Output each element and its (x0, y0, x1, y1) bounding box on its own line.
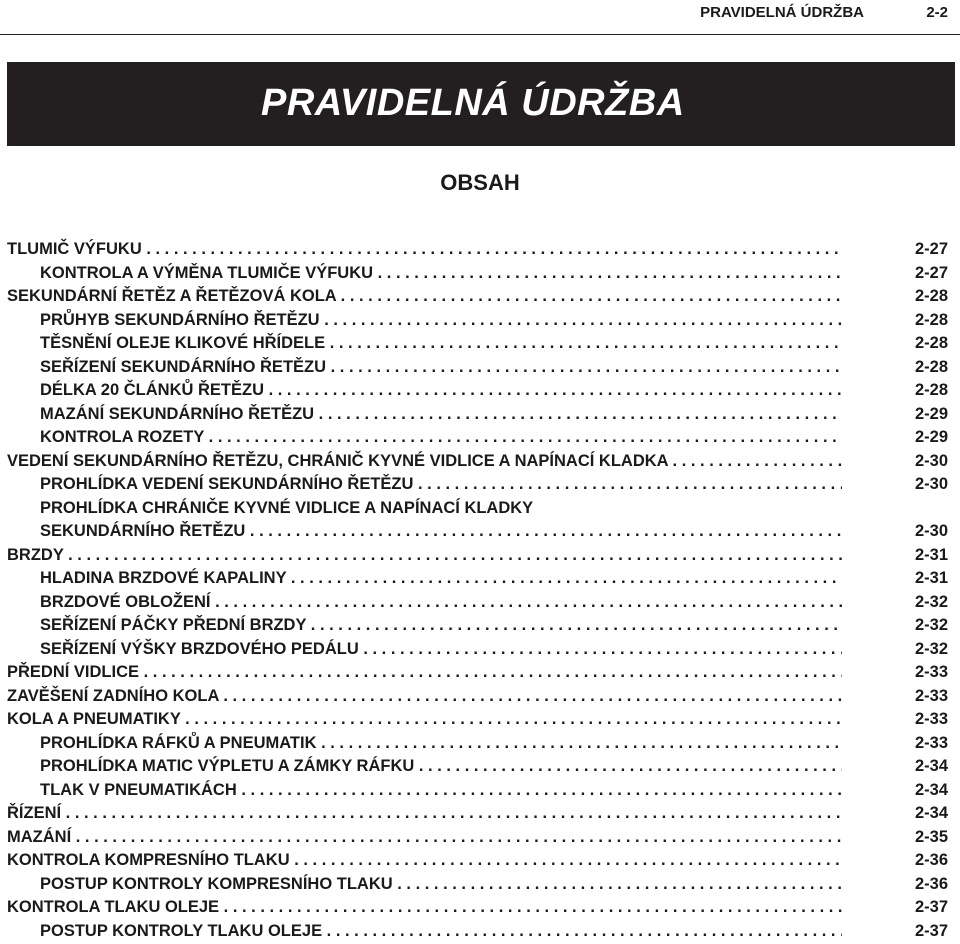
toc-entry-title: KOLA A PNEUMATIKY (7, 710, 181, 728)
toc-entry[interactable] (0, 849, 960, 873)
toc-entry-label (7, 238, 842, 262)
toc-entry-title: PROHLÍDKA RÁFKŮ A PNEUMATIK (40, 733, 317, 752)
toc-entry-page: 2-28 (914, 287, 948, 305)
toc-entry-page: 2-34 (914, 757, 948, 775)
toc-entry-page: 2-37 (914, 921, 948, 940)
toc-entry[interactable] (0, 497, 960, 521)
toc-entry-label (40, 473, 842, 497)
table-of-contents (0, 238, 960, 943)
toc-entry[interactable] (0, 661, 960, 685)
toc-entry[interactable] (0, 544, 960, 568)
toc-entry-page: 2-28 (914, 334, 948, 352)
toc-entry[interactable] (0, 403, 960, 427)
toc-entry[interactable] (0, 567, 960, 591)
toc-entry[interactable] (0, 614, 960, 638)
toc-entry-label (40, 755, 842, 779)
toc-entry-page: 2-37 (914, 898, 948, 916)
running-title: PRAVIDELNÁ ÚDRŽBA (700, 4, 864, 21)
contents-heading: OBSAH (440, 170, 520, 195)
toc-entry-label (40, 309, 842, 333)
toc-entry-page: 2-31 (914, 545, 948, 564)
toc-entry-label (7, 661, 842, 685)
toc-entry-title: ŘÍZENÍ (7, 804, 62, 822)
toc-entry-page: 2-28 (914, 310, 948, 329)
toc-entry-title: KONTROLA KOMPRESNÍHO TLAKU (7, 851, 290, 869)
toc-entry-label (40, 356, 842, 380)
toc-entry[interactable] (0, 732, 960, 756)
toc-entry[interactable] (0, 920, 960, 944)
toc-entry-title: SEKUNDÁRNÍHO ŘETĚZU (40, 522, 246, 540)
toc-entry-page: 2-33 (914, 686, 948, 705)
toc-entry-label (40, 638, 842, 662)
toc-entry-page: 2-31 (914, 569, 948, 587)
toc-entry-label (40, 779, 842, 803)
toc-entry-page: 2-30 (914, 522, 948, 540)
toc-entry-label (40, 920, 842, 944)
toc-entry-title: SEKUNDÁRNÍ ŘETĚZ A ŘETĚZOVÁ KOLA (7, 287, 337, 305)
toc-entry-title: BRZDY (7, 545, 64, 564)
toc-entry-page: 2-30 (914, 451, 948, 470)
toc-entry-page: 2-32 (914, 592, 948, 611)
toc-entry[interactable] (0, 802, 960, 826)
toc-entry-title: KONTROLA A VÝMĚNA TLUMIČE VÝFUKU (40, 263, 374, 282)
toc-entry[interactable] (0, 285, 960, 309)
toc-entry-label (7, 685, 842, 709)
toc-entry[interactable] (0, 520, 960, 544)
toc-entry-page: 2-29 (914, 404, 948, 423)
toc-entry[interactable] (0, 332, 960, 356)
toc-entry[interactable] (0, 779, 960, 803)
toc-entry[interactable] (0, 379, 960, 403)
toc-entry-title: PROHLÍDKA MATIC VÝPLETU A ZÁMKY RÁFKU (40, 757, 415, 775)
toc-entry[interactable] (0, 896, 960, 920)
toc-entry-label (7, 826, 842, 850)
toc-entry[interactable] (0, 708, 960, 732)
toc-entry[interactable] (0, 685, 960, 709)
toc-entry-label (40, 332, 842, 356)
toc-entry-title: ZAVĚŠENÍ ZADNÍHO KOLA (7, 686, 219, 705)
toc-entry-label (7, 708, 842, 732)
toc-entry-label (40, 262, 842, 286)
toc-entry-title: TLUMIČ VÝFUKU (7, 240, 142, 258)
toc-entry-label (40, 614, 842, 638)
toc-entry-label (7, 450, 842, 474)
toc-entry-label (40, 426, 842, 450)
toc-entry[interactable] (0, 873, 960, 897)
toc-entry-title: KONTROLA ROZETY (40, 428, 205, 446)
toc-entry[interactable] (0, 755, 960, 779)
toc-entry-page: 2-34 (914, 780, 948, 799)
chapter-banner (7, 62, 955, 146)
toc-entry-label (40, 403, 842, 427)
toc-entry-label (40, 497, 842, 521)
toc-entry-title: TĚSNĚNÍ OLEJE KLIKOVÉ HŘÍDELE (40, 334, 326, 352)
toc-entry-title: TLAK V PNEUMATIKÁCH (40, 780, 237, 799)
toc-entry-page: 2-32 (914, 616, 948, 634)
toc-entry-page: 2-28 (914, 381, 948, 399)
toc-entry[interactable] (0, 238, 960, 262)
toc-entry-title: POSTUP KONTROLY TLAKU OLEJE (40, 921, 323, 940)
toc-entry-page: 2-30 (914, 475, 948, 493)
toc-entry-title: MAZÁNÍ (7, 827, 72, 846)
toc-entry[interactable] (0, 591, 960, 615)
toc-entry-page: 2-27 (914, 240, 948, 258)
toc-entry-title: PŘEDNÍ VIDLICE (7, 663, 140, 681)
toc-entry-page: 2-33 (914, 710, 948, 728)
toc-entry-title: KONTROLA TLAKU OLEJE (7, 898, 220, 916)
toc-entry-title: HLADINA BRZDOVÉ KAPALINY (40, 569, 287, 587)
toc-entry-page: 2-35 (914, 827, 948, 846)
toc-entry[interactable] (0, 426, 960, 450)
toc-entry[interactable] (0, 473, 960, 497)
toc-entry-label (40, 873, 842, 897)
toc-entry-title: MAZÁNÍ SEKUNDÁRNÍHO ŘETĚZU (40, 404, 315, 423)
toc-entry-page: 2-32 (914, 639, 948, 658)
toc-entry-page: 2-27 (914, 263, 948, 282)
chapter-title: PRAVIDELNÁ ÚDRŽBA (261, 82, 685, 124)
toc-entry-title: SEŘÍZENÍ PÁČKY PŘEDNÍ BRZDY (40, 616, 307, 634)
running-header (0, 0, 960, 35)
toc-entry-title: BRZDOVÉ OBLOŽENÍ (40, 592, 211, 611)
toc-entry-page: 2-28 (914, 357, 948, 376)
toc-entry-title: SEŘÍZENÍ SEKUNDÁRNÍHO ŘETĚZU (40, 357, 327, 376)
toc-entry-title: SEŘÍZENÍ VÝŠKY BRZDOVÉHO PEDÁLU (40, 639, 359, 658)
toc-entry-page: 2-33 (914, 733, 948, 752)
toc-entry-page: 2-36 (914, 874, 948, 893)
toc-entry[interactable] (0, 262, 960, 286)
toc-entry-title: POSTUP KONTROLY KOMPRESNÍHO TLAKU (40, 874, 393, 893)
toc-entry-title: VEDENÍ SEKUNDÁRNÍHO ŘETĚZU, CHRÁNIČ KYVNÉ VIDLICE A NAPÍNACÍ KLADKA (7, 451, 668, 470)
toc-entry-label (7, 285, 842, 309)
toc-entry-label (7, 544, 842, 568)
toc-entry-title: DÉLKA 20 ČLÁNKŮ ŘETĚZU (40, 381, 264, 399)
toc-entry-page: 2-36 (914, 851, 948, 869)
toc-entry-page: 2-29 (914, 428, 948, 446)
toc-entry[interactable] (0, 638, 960, 662)
toc-entry-label (40, 732, 842, 756)
toc-entry[interactable] (0, 450, 960, 474)
toc-entry[interactable] (0, 309, 960, 333)
toc-entry-label (40, 567, 842, 591)
toc-entry-label (40, 591, 842, 615)
page-number: 2-2 (926, 4, 948, 21)
toc-entry-title: PROHLÍDKA CHRÁNIČE KYVNÉ VIDLICE A NAPÍNACÍ KLADKY (40, 498, 534, 517)
toc-entry-label (40, 379, 842, 403)
toc-entry-label (7, 802, 842, 826)
toc-entry-label (40, 520, 842, 544)
toc-entry-label (7, 896, 842, 920)
toc-entry-title: PRŮHYB SEKUNDÁRNÍHO ŘETĚZU (40, 310, 320, 329)
toc-entry[interactable] (0, 826, 960, 850)
toc-entry[interactable] (0, 356, 960, 380)
toc-entry-page: 2-33 (914, 663, 948, 681)
toc-entry-page: 2-34 (914, 804, 948, 822)
toc-entry-title: PROHLÍDKA VEDENÍ SEKUNDÁRNÍHO ŘETĚZU (40, 475, 414, 493)
toc-entry-label (7, 849, 842, 873)
